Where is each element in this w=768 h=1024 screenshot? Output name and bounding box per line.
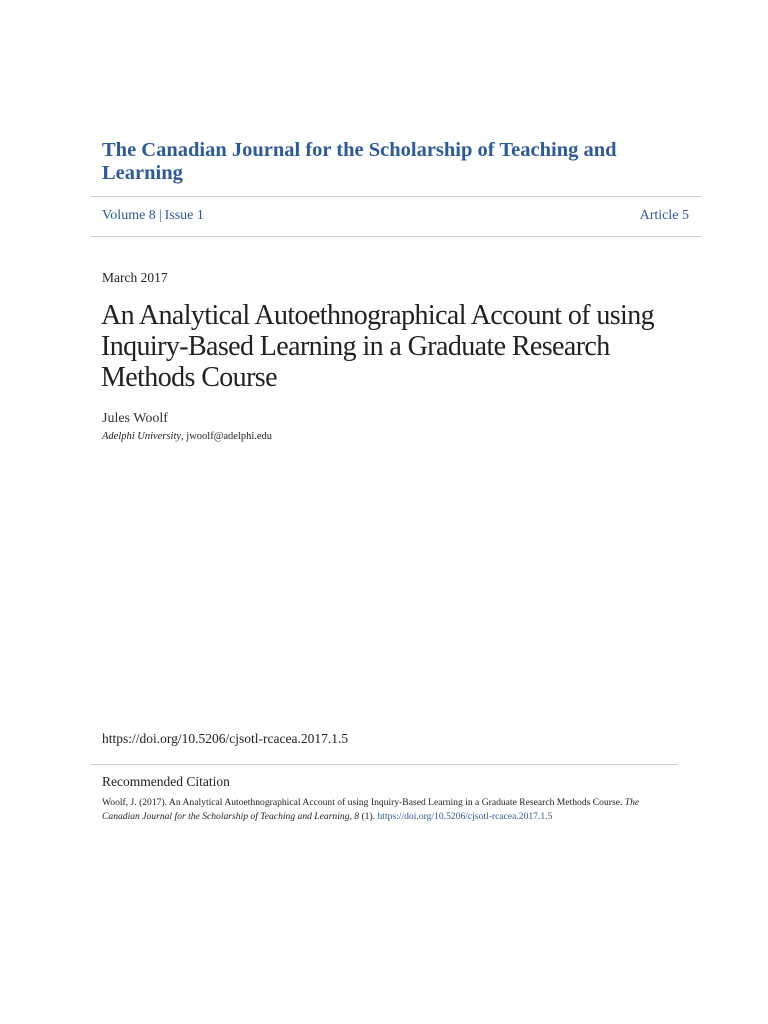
- volume-issue-separator: |: [158, 208, 162, 223]
- citation-divider: [91, 764, 678, 765]
- article-number-link[interactable]: Article 5: [639, 208, 689, 223]
- citation-lead: Woolf, J. (2017). An Analytical Autoethnographical Account of using Inquiry-Based Learning in a Graduate Research Methods Course.: [102, 797, 625, 808]
- author-institution: Adelphi University: [102, 431, 182, 442]
- author-email: , jwoolf@adelphi.edu: [181, 431, 273, 442]
- header-bottom-divider: [91, 236, 701, 237]
- citation-issue: (1).: [359, 811, 378, 822]
- author-affiliation: [102, 431, 272, 442]
- journal-title[interactable]: The Canadian Journal for the Scholarship of Teaching and Learning: [102, 139, 617, 184]
- citation-journal: The Canadian Journal for the Scholarship of Teaching and Learning, 8: [102, 797, 640, 822]
- article-title: An Analytical Autoethnographical Account of using Inquiry-Based Learning in a Graduate Research Methods Course: [101, 300, 655, 393]
- volume-link[interactable]: Volume 8: [102, 208, 156, 223]
- citation-doi-link[interactable]: https://doi.org/10.5206/cjsotl-rcacea.2017.1.5: [377, 811, 553, 822]
- issue-bar: [102, 207, 689, 225]
- recommended-citation-heading: Recommended Citation: [102, 774, 230, 789]
- header-top-divider: [91, 196, 701, 197]
- author-name: Jules Woolf: [102, 411, 168, 426]
- recommended-citation-text: [102, 796, 662, 824]
- issue-link[interactable]: Issue 1: [164, 208, 204, 223]
- doi-link[interactable]: https://doi.org/10.5206/cjsotl-rcacea.2017.1.5: [102, 731, 349, 746]
- publication-date: March 2017: [102, 270, 168, 285]
